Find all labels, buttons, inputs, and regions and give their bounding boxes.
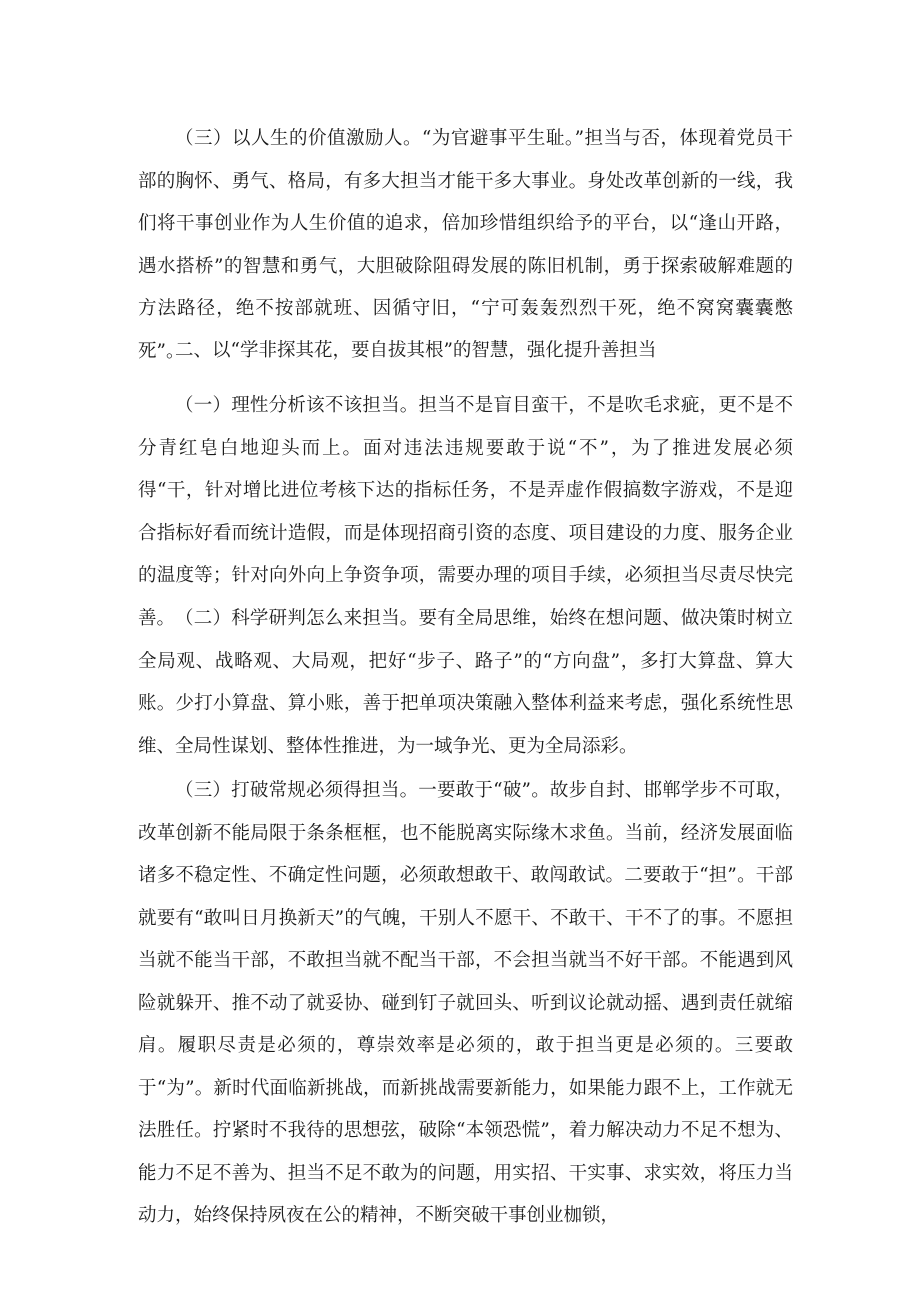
paragraph-break-conventions: （三）打破常规必须得担当。一要敢于“破”。故步自封、邯郸学步不可取，改革创新不能局限于条条框框，也不能脱离实际缘木求鱼。当前，经济发展面临诸多不稳定性、不确定性问题，必须敢想敢干、敢闯敢试。二要敢于“担”。干部就要有“敢叫日月换新天”的气魄，干别人不愿干、不敢干、干不了的事。不愿担当就不能当干部，不敢担当就不配当干部，不会担当就当不好干部。不能遇到风险就躲开、推不动了就妥协、碰到钉子就回头、听到议论就动摇、遇到责任就缩肩。履职尽责是必须的，尊崇效率是必须的，敢于担当更是必须的。三要敢于“为”。新时代面临新挑战，而新挑战需要新能力，如果能力跟不上，工作就无法胜任。拧紧时不我待的思想弦，破除“本领恐慌”，着力解决动力不足不想为、能力不足不善为、担当不足不敢为的问题，用实招、干实事、求实效，将压力当动力，始终保持夙夜在公的精神，不断突破干事创业枷锁， xyxy=(138,780,793,1226)
paragraph-rational-analysis: （一）理性分析该不该担当。担当不是盲目蛮干，不是吹毛求疵，更不是不分青红皂白地迎头而上。面对违法违规要敢于说“不”，为了推进发展必须得“干，针对增比进位考核下达的指标任务，不是弄虚作假搞数字游戏，不是迎合指标好看而统计造假，而是体现招商引资的态度、项目建设的力度、服务企业的温度等；针对向外向上争资争项，需要办理的项目手续，必须担当尽责尽快完善。 xyxy=(138,395,793,629)
paragraph-value-motivation: （三）以人生的价值激励人。“为官避事平生耻。”担当与否，体现着党员干部的胸怀、勇气、格局，有多大担当才能干多大事业。身处改革创新的一线，我们将干事创业作为人生价值的追求，倍加珍惜组织给予的平台，以“逢山开路，遇水搭桥”的智慧和勇气，大胆破除阻碍发展的陈旧机制，勇于探索破解难题的方法路径，绝不按部就班、因循守旧，“宁可轰轰烈烈干死，绝不窝窝囊囊憋死”。 xyxy=(138,128,793,362)
section-heading-two: 二、以“学非探其花，要自拔其根”的智慧，强化提升善担当 xyxy=(175,340,657,361)
paragraph-scientific-judgment: （二）科学研判怎么来担当。要有全局思维，始终在想问题、做决策时树立全局观、战略观、大局观，把好“步子、路子”的“方向盘”，多打大算盘、算大账。少打小算盘、算小账，善于把单项决策融入整体利益来考虑，强化系统性思维、全局性谋划、整体性推进，为一域争光、更为全局添彩。 xyxy=(138,608,793,757)
